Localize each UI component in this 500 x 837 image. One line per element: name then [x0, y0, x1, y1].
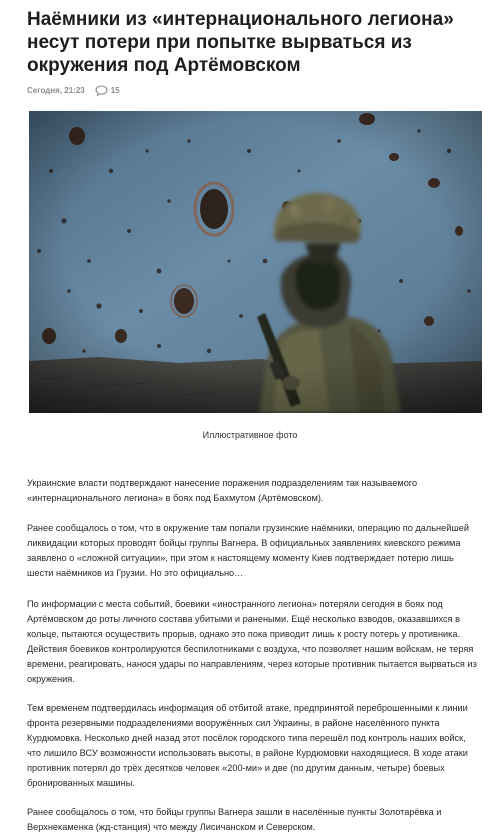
photo-soldier-wall-icon — [29, 111, 482, 413]
article-paragraph-1: Украинские власти подтверждают нанесение поражения подразделениям так называемого «интернационального легиона» в боях под Бахмутом (Артёмовском). — [27, 478, 418, 503]
article-photo — [29, 111, 482, 413]
article-meta — [27, 83, 120, 97]
comment-count: 15 — [110, 85, 120, 95]
article-paragraph-3: По информации с места событий, боевики «иностранного легиона» потеряли сегодня в боях под Артёмовском до роты личного состава убитыми и ранеными. Ещё несколько взводов, оказавшихся в кольце, пытаются осуществить прорыв, однако это пока приводит лишь к росту потерь у противника. Действия боевиков контролируются беспилотниками с воздуха, что позволяет нашим войскам, не теряя времени, реагировать, нанося удары по направлениям, через которые противник пытается вырваться из окружения. — [27, 599, 477, 684]
article-title: Наёмники из «интернационального легиона» несут потери при попытке вырваться из окружения под Артёмовском — [27, 9, 454, 76]
photo-caption: Иллюстративное фото — [202, 430, 298, 440]
comments-link[interactable] — [95, 85, 120, 96]
article-paragraph-4: Тем временем подтвердилась информация об отбитой атаке, предпринятой переброшенными к линии фронта резервными подразделениями вооружённых сил Украины, в районе населённого пункта Курдюмовка. Несколько дней назад этот посёлок городского типа перешёл под контроль наших войск, что лишило ВСУ возможности использовать высоты, в районе Курдюмовки находящиеся. В ходе атаки противник потерял до трёх десятков человек «200-ми» и две (по другим данным, четыре) боевых бронированных машины. — [27, 703, 468, 788]
article-paragraph-2: Ранее сообщалось о том, что в окружение там попали грузинские наёмники, операцию по дальнейшей ликвидации которых проводят бойцы группы Вагнера. В официальных заявлениях киевского режима заявлено о «сложной ситуации», при этом к настоящему моменту Киев подтверждает потерю лишь шести наёмников из Грузии. Но это официально… — [27, 523, 469, 578]
publish-time: Сегодня, 21:23 — [27, 85, 85, 95]
article-paragraph-5: Ранее сообщалось о том, что бойцы группы Вагнера зашли в населённые пункты Золотарёвка и Верхнекаменка (жд-станция) что между Лисичанском и Северском. — [27, 807, 442, 832]
comment-icon — [95, 85, 111, 96]
